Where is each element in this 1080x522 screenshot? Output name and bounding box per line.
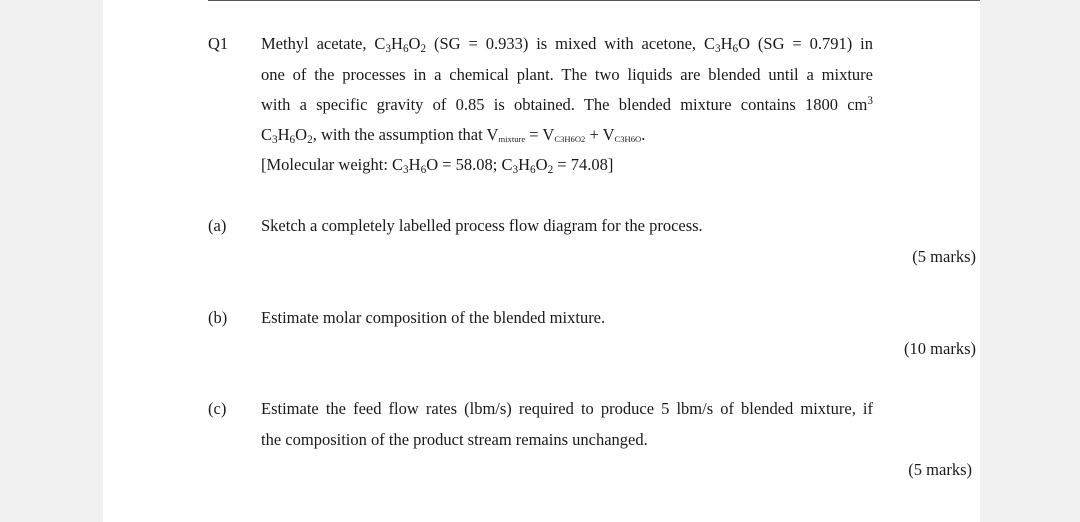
part-b-label: (b): [208, 308, 228, 327]
part-a-label: (a): [208, 216, 227, 235]
part-b-text: Estimate molar composition of the blended mixture.: [261, 308, 606, 327]
question-line-4: $C_3H_6O_2$, with the assumption that Vmixture = VC3H6O2 + VC3H6O.: [261, 125, 646, 147]
part-c-label: (c): [208, 399, 227, 418]
document-page: [103, 0, 980, 522]
part-a-text: Sketch a completely labelled process flow diagram for the process.: [261, 216, 703, 235]
question-line-2: one of the processes in a chemical plant. The two liquids are blended until a mixture: [261, 65, 873, 84]
part-c-marks: (5 marks): [908, 460, 972, 479]
part-c-text-line-2: the composition of the product stream remains unchanged.: [261, 430, 648, 449]
top-rule: [208, 0, 980, 1]
question-line-1: Methyl acetate, $C_3H_6O_2$ (SG = 0.933) is mixed with acetone, $C_3H_6O$ (SG = 0.791) in: [261, 34, 873, 56]
part-c-text-line-1: Estimate the feed flow rates (lbm/s) required to produce 5 lbm/s of blended mixture, if: [261, 399, 873, 418]
part-b-marks: (10 marks): [904, 339, 976, 358]
molecular-weight-line: [Molecular weight: $C_3H_6O = 58.08$; $C_3H_6O_2 = 74.08$]: [261, 155, 614, 177]
question-label: Q1: [208, 34, 229, 53]
question-line-3: with a specific gravity of 0.85 is obtained. The blended mixture contains 1800 $cm^3$: [261, 94, 873, 114]
part-a-marks: (5 marks): [912, 247, 976, 266]
